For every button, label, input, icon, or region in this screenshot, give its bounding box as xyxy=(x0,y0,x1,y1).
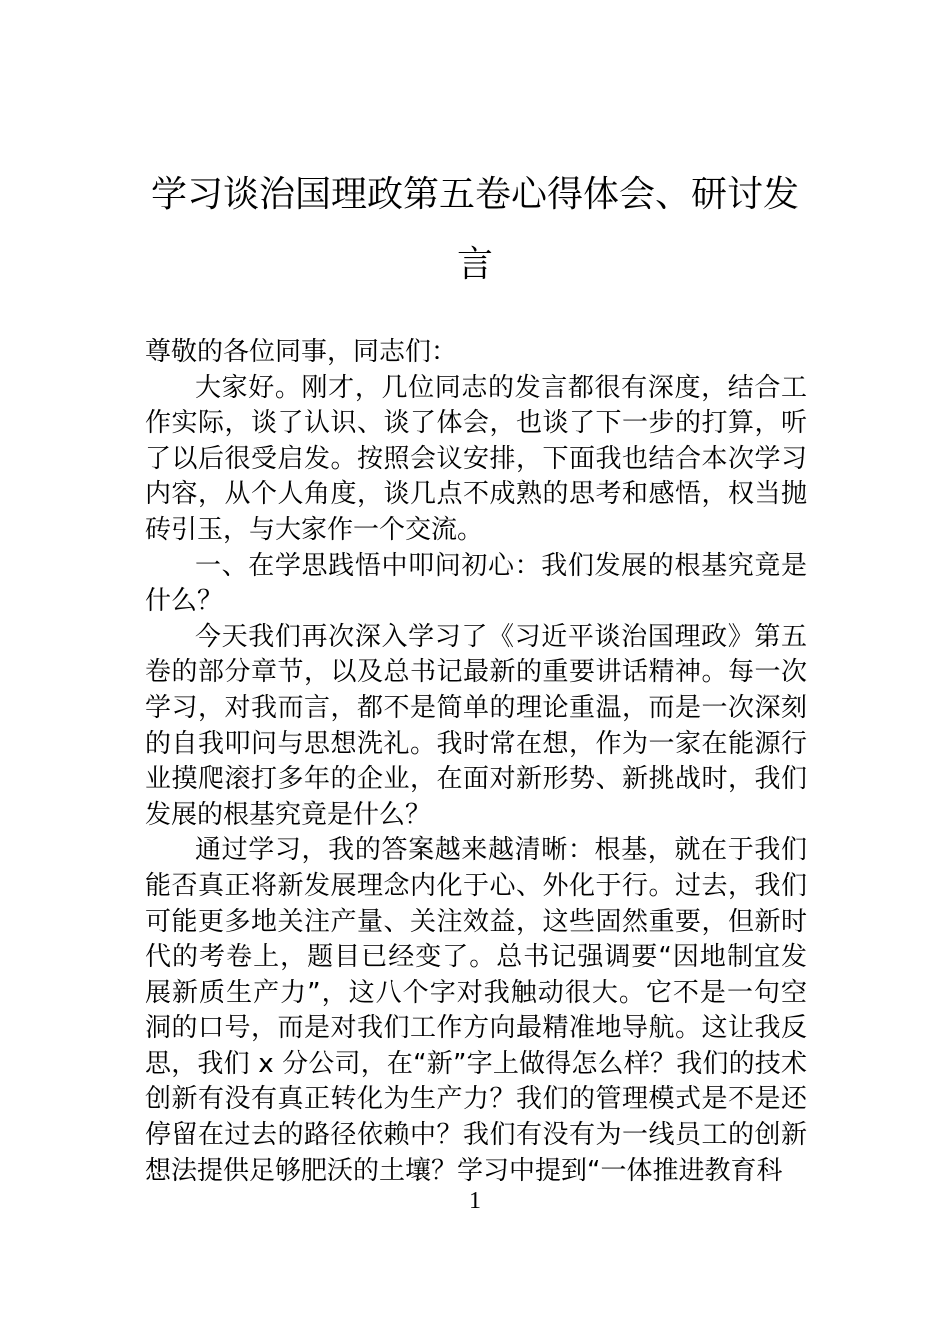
text-line: 思，我们 x 分公司，在“新”字上做得怎么样？我们的技术 xyxy=(145,1048,807,1079)
text-line: 卷的部分章节，以及总书记最新的重要讲话精神。每一次 xyxy=(145,657,807,688)
paragraph xyxy=(145,371,807,549)
text-line: 砖引玉，与大家作一个交流。 xyxy=(145,514,484,545)
text-line: 今天我们再次深入学习了《习近平谈治国理政》第五 xyxy=(195,621,807,652)
text-line: 能否真正将新发展理念内化于心、外化于行。过去，我们 xyxy=(145,870,807,901)
text-line: 停留在过去的路径依赖中？我们有没有为一线员工的创新 xyxy=(145,1120,807,1151)
paragraph xyxy=(145,620,807,834)
text-line: 代的考卷上，题目已经变了。总书记强调要“因地制宜发 xyxy=(145,942,807,973)
text-line: 业摸爬滚打多年的企业，在面对新形势、新挑战时，我们 xyxy=(145,764,807,795)
text-line: 可能更多地关注产量、关注效益，这些固然重要，但新时 xyxy=(145,906,807,937)
text-line: 想法提供足够肥沃的土壤？学习中提到“一体推进教育科 xyxy=(145,1155,783,1186)
text-line: 通过学习，我的答案越来越清晰：根基，就在于我们 xyxy=(195,835,807,866)
text-line: 大家好。刚才，几位同志的发言都很有深度，结合工 xyxy=(195,372,807,403)
text-line: 展新质生产力”，这八个字对我触动很大。它不是一句空 xyxy=(145,977,807,1008)
text-line: 的自我叩问与思想洗礼。我时常在想，作为一家在能源行 xyxy=(145,728,807,759)
document-body xyxy=(145,335,807,1189)
text-line: 什么？ xyxy=(145,586,224,617)
text-line: 学习，对我而言，都不是简单的理论重温，而是一次深刻 xyxy=(145,692,807,723)
paragraph xyxy=(145,335,807,371)
text-line: 一、在学思践悟中叩问初心：我们发展的根基究竟是 xyxy=(195,550,807,581)
text-line: 作实际，谈了认识、谈了体会，也谈了下一步的打算，听 xyxy=(145,408,807,439)
text-line: 内容，从个人角度，谈几点不成熟的思考和感悟，权当抛 xyxy=(145,479,807,510)
paragraph xyxy=(145,833,807,1189)
paragraph xyxy=(145,549,807,620)
text-line: 创新有没有真正转化为生产力？我们的管理模式是不是还 xyxy=(145,1084,807,1115)
document-title-line-1: 学习谈治国理政第五卷心得体会、研讨发 xyxy=(150,174,799,215)
page-number: 1 xyxy=(469,1188,481,1214)
text-line: 发展的根基究竟是什么？ xyxy=(145,799,432,830)
text-line: 了以后很受启发。按照会议安排，下面我也结合本次学习 xyxy=(145,443,807,474)
text-line: 洞的口号，而是对我们工作方向最精准地导航。这让我反 xyxy=(145,1013,807,1044)
text-line: 尊敬的各位同事，同志们： xyxy=(145,337,458,367)
document-title-line-2: 言 xyxy=(456,244,493,285)
